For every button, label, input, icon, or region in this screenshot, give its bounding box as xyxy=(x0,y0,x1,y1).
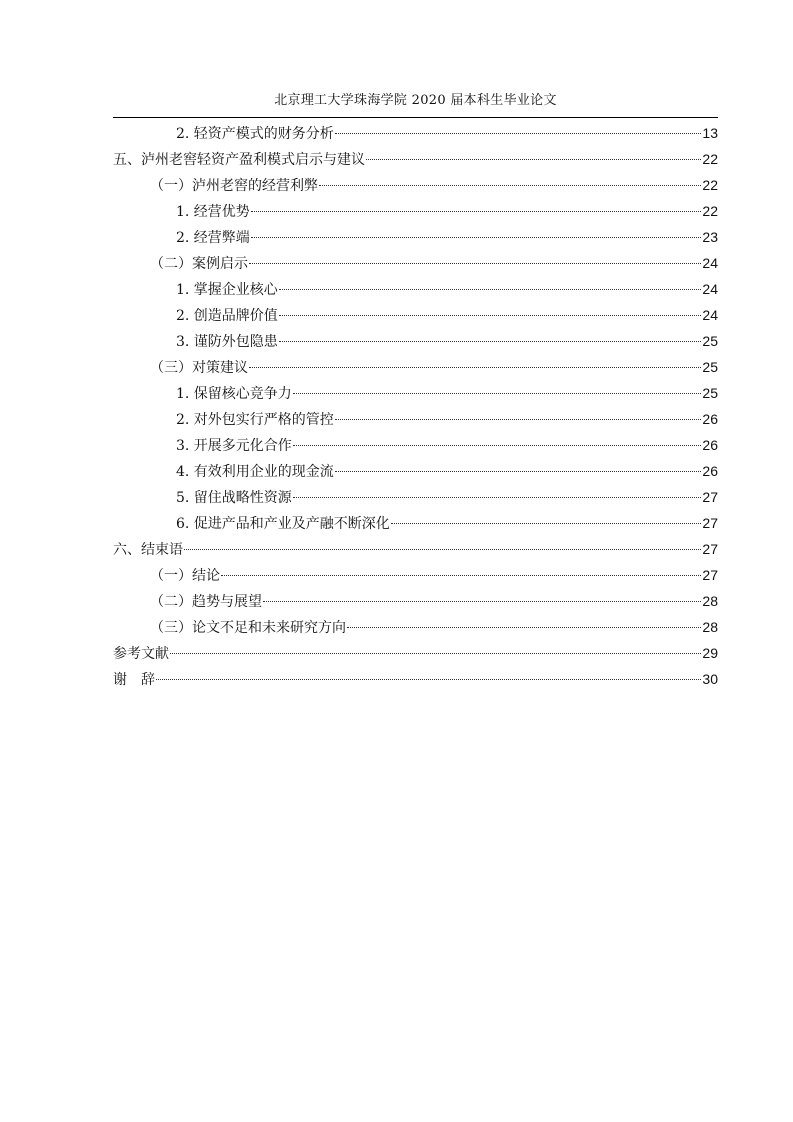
toc-entry[interactable] xyxy=(113,614,718,640)
toc-entry-title: （一）泸州老窖的经营利弊 xyxy=(150,178,318,194)
toc-entry[interactable] xyxy=(113,328,718,354)
toc-dot-leader xyxy=(366,159,701,160)
toc-dot-leader xyxy=(279,289,702,290)
toc-entry-title: （二）案例启示 xyxy=(150,256,248,272)
toc-entry-title: 2. 经营弊端 xyxy=(176,230,250,246)
toc-entry[interactable] xyxy=(113,354,718,380)
toc-dot-leader xyxy=(293,393,702,394)
toc-entry-title: 六、结束语 xyxy=(113,542,183,558)
toc-entry[interactable] xyxy=(113,458,718,484)
toc-page-number: 29 xyxy=(702,645,718,661)
toc-entry-title: 6. 促进产品和产业及产融不断深化 xyxy=(176,516,390,532)
toc-entry-title: 2. 创造品牌价值 xyxy=(176,308,278,324)
toc-dot-leader xyxy=(156,679,701,680)
toc-entry-title: （一）结论 xyxy=(150,568,220,584)
toc-page-number: 25 xyxy=(702,359,718,375)
header-rule xyxy=(113,117,718,118)
toc-entry-title: 参考文献 xyxy=(113,646,169,662)
toc-page-number: 24 xyxy=(702,255,718,271)
toc-page-number: 27 xyxy=(702,541,718,557)
toc-page-number: 28 xyxy=(702,619,718,635)
toc-entry[interactable] xyxy=(113,146,718,172)
toc-page-number: 27 xyxy=(702,567,718,583)
toc-page-number: 23 xyxy=(702,229,718,245)
toc-dot-leader xyxy=(170,653,701,654)
toc-entry[interactable] xyxy=(113,510,718,536)
toc-dot-leader xyxy=(279,341,702,342)
toc-page-number: 30 xyxy=(702,671,718,687)
page-header: 北京理工大学珠海学院 2020 届本科生毕业论文 xyxy=(274,93,557,108)
toc-entry[interactable] xyxy=(113,484,718,510)
toc-page-number: 22 xyxy=(702,177,718,193)
table-of-contents xyxy=(113,120,718,692)
toc-page-number: 22 xyxy=(702,203,718,219)
toc-dot-leader xyxy=(263,601,701,602)
toc-entry-title: 3. 谨防外包隐患 xyxy=(176,334,278,350)
toc-entry[interactable] xyxy=(113,666,718,692)
toc-dot-leader xyxy=(319,185,701,186)
toc-dot-leader xyxy=(293,445,702,446)
toc-page-number: 22 xyxy=(702,151,718,167)
toc-page-number: 24 xyxy=(702,281,718,297)
toc-dot-leader xyxy=(221,575,701,576)
toc-entry[interactable] xyxy=(113,562,718,588)
toc-entry[interactable] xyxy=(113,432,718,458)
toc-page-number: 26 xyxy=(702,411,718,427)
toc-dot-leader xyxy=(249,263,701,264)
toc-entry-title: 3. 开展多元化合作 xyxy=(176,438,292,454)
toc-entry[interactable] xyxy=(113,198,718,224)
toc-dot-leader xyxy=(347,627,701,628)
toc-entry[interactable] xyxy=(113,250,718,276)
toc-entry[interactable] xyxy=(113,406,718,432)
toc-page-number: 25 xyxy=(702,333,718,349)
toc-entry-title: 4. 有效利用企业的现金流 xyxy=(176,464,334,480)
toc-page-number: 25 xyxy=(702,385,718,401)
toc-dot-leader xyxy=(391,523,702,524)
toc-entry[interactable] xyxy=(113,224,718,250)
toc-entry-title: 谢 辞 xyxy=(113,672,155,688)
toc-page-number: 26 xyxy=(702,437,718,453)
toc-dot-leader xyxy=(335,419,702,420)
toc-page-number: 13 xyxy=(702,125,718,141)
toc-page-number: 27 xyxy=(702,515,718,531)
toc-entry[interactable] xyxy=(113,172,718,198)
toc-dot-leader xyxy=(335,471,702,472)
toc-dot-leader xyxy=(279,315,702,316)
toc-entry-title: 1. 经营优势 xyxy=(176,204,250,220)
toc-dot-leader xyxy=(251,237,702,238)
toc-entry[interactable] xyxy=(113,120,718,146)
toc-entry-title: （二）趋势与展望 xyxy=(150,594,262,610)
toc-dot-leader xyxy=(251,211,702,212)
toc-entry[interactable] xyxy=(113,640,718,666)
toc-dot-leader xyxy=(184,549,701,550)
toc-entry-title: 2. 轻资产模式的财务分析 xyxy=(176,126,334,142)
toc-entry-title: 1. 掌握企业核心 xyxy=(176,282,278,298)
toc-page-number: 24 xyxy=(702,307,718,323)
toc-entry[interactable] xyxy=(113,588,718,614)
toc-dot-leader xyxy=(293,497,702,498)
toc-page-number: 28 xyxy=(702,593,718,609)
toc-entry-title: 1. 保留核心竞争力 xyxy=(176,386,292,402)
toc-entry-title: （三）论文不足和未来研究方向 xyxy=(150,620,346,636)
toc-entry-title: 5. 留住战略性资源 xyxy=(176,490,292,506)
toc-entry[interactable] xyxy=(113,380,718,406)
toc-entry-title: 五、泸州老窖轻资产盈利模式启示与建议 xyxy=(113,152,365,168)
toc-page-number: 27 xyxy=(702,489,718,505)
toc-entry-title: 2. 对外包实行严格的管控 xyxy=(176,412,334,428)
toc-entry-title: （三）对策建议 xyxy=(150,360,248,376)
toc-page-number: 26 xyxy=(702,463,718,479)
toc-entry[interactable] xyxy=(113,302,718,328)
toc-entry[interactable] xyxy=(113,276,718,302)
toc-entry[interactable] xyxy=(113,536,718,562)
toc-dot-leader xyxy=(335,133,702,134)
toc-dot-leader xyxy=(249,367,701,368)
